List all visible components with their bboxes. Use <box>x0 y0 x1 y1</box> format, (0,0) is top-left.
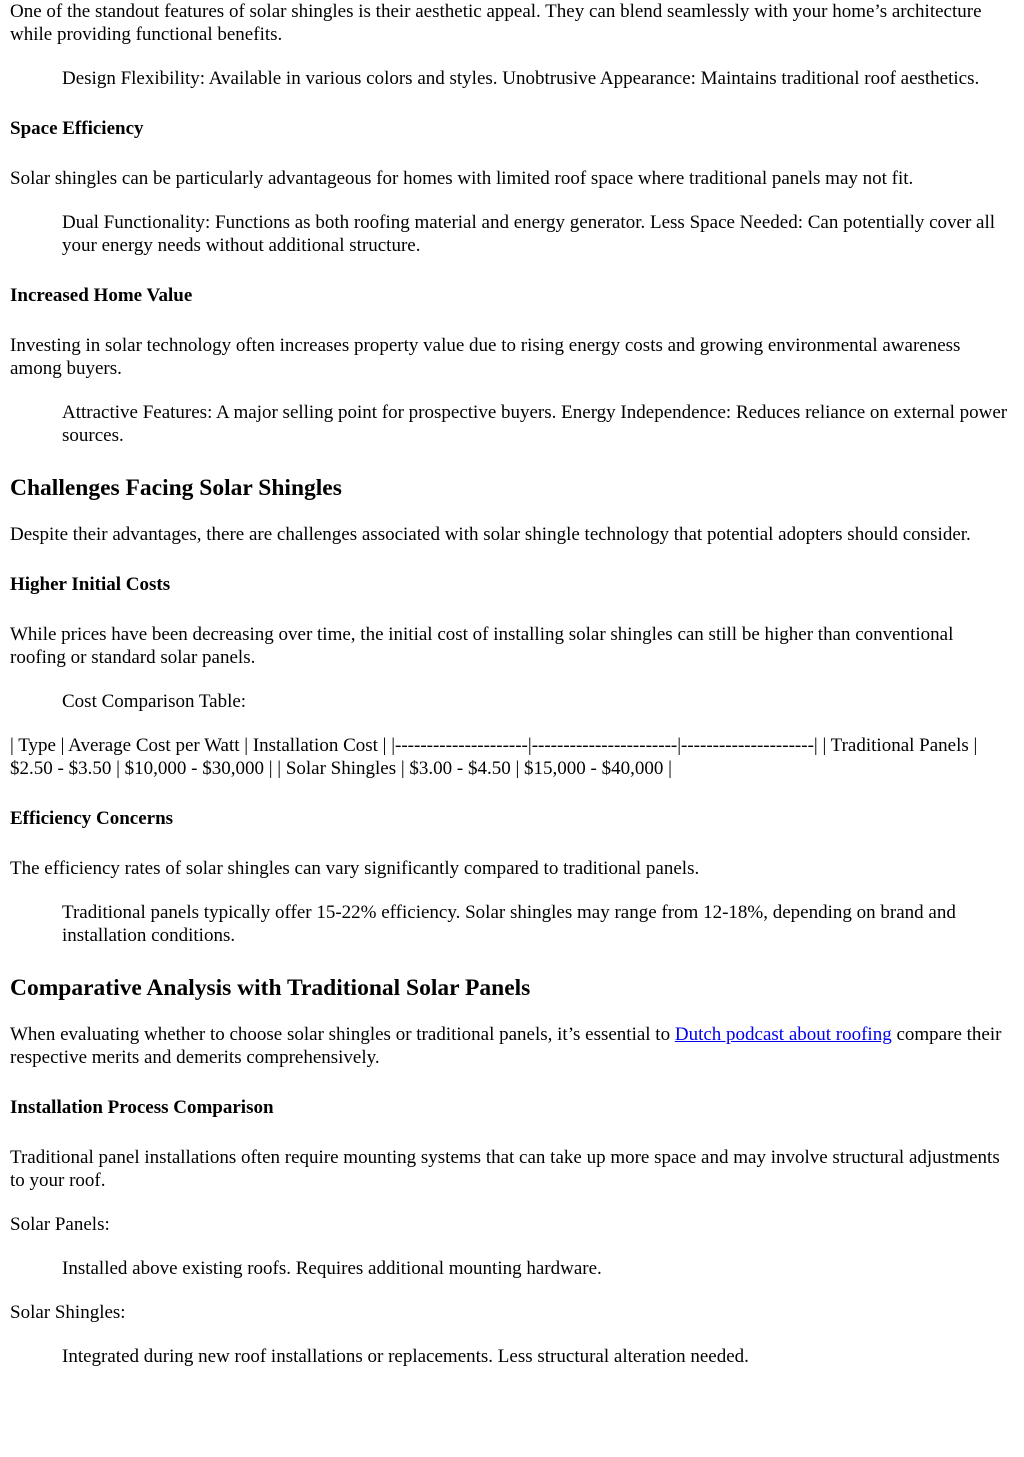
dutch-podcast-link[interactable]: Dutch podcast about roofing <box>674 1024 892 1045</box>
home-value-heading: Increased Home Value <box>10 285 193 306</box>
efficiency-paragraph: The efficiency rates of solar shingles can vary significantly compared to traditional panels. <box>10 858 700 879</box>
comparative-text-before: When evaluating whether to choose solar shingles or traditional panels, it’s essential to <box>10 1024 675 1045</box>
solar-shingles-quote: Integrated during new roof installations or replacements. Less structural alteration needed. <box>62 1346 749 1367</box>
efficiency-heading: Efficiency Concerns <box>10 808 174 829</box>
intro-paragraph: One of the standout features of solar shingles is their aesthetic appeal. They can blend seamlessly with your home’s architecture while providing functional benefits. <box>10 1 982 45</box>
space-efficiency-heading: Space Efficiency <box>10 118 144 139</box>
cost-table-label: Cost Comparison Table: <box>62 691 247 712</box>
initial-costs-paragraph: While prices have been decreasing over time, the initial cost of installing solar shingles can still be higher than conventional roofing or standard solar panels. <box>10 624 954 668</box>
solar-panels-quote: Installed above existing roofs. Requires additional mounting hardware. <box>62 1258 602 1279</box>
initial-costs-heading: Higher Initial Costs <box>10 574 171 595</box>
intro-section <box>10 0 1014 46</box>
challenges-paragraph: Despite their advantages, there are challenges associated with solar shingle technology that potential adopters should consider. <box>10 524 971 545</box>
cost-table-text: | Type | Average Cost per Watt | Installation Cost | |---------------------|-----------------------|---------------------| | Traditional Panels | $2.50 - $3.50 | $10,000 - $30,000 | | Solar Shingles | $3.00 - $4.50 | $15,000 - $40,000 | <box>10 735 978 779</box>
efficiency-quote: Traditional panels typically offer 15-22% efficiency. Solar shingles may range from 12-18%, depending on brand and installation conditions. <box>62 902 956 946</box>
comparative-text-after: compare their respective merits and demerits comprehensively. <box>10 1024 1002 1068</box>
solar-panels-label: Solar Panels: <box>10 1214 110 1235</box>
comparative-paragraph <box>10 1023 1014 1069</box>
intro-quote: Design Flexibility: Available in various colors and styles. Unobtrusive Appearance: Maintains traditional roof aesthetics. <box>62 68 980 89</box>
solar-shingles-label: Solar Shingles: <box>10 1302 126 1323</box>
home-value-quote: Attractive Features: A major selling point for prospective buyers. Energy Independence: Reduces reliance on external power sources. <box>62 402 1008 446</box>
space-efficiency-quote: Dual Functionality: Functions as both roofing material and energy generator. Less Space Needed: Can potentially cover all your energy needs without additional structure. <box>62 212 996 256</box>
installation-paragraph: Traditional panel installations often require mounting systems that can take up more space and may involve structural adjustments to your roof. <box>10 1147 1000 1191</box>
comparative-heading: Comparative Analysis with Traditional Solar Panels <box>10 975 531 1001</box>
space-efficiency-paragraph: Solar shingles can be particularly advantageous for homes with limited roof space where traditional panels may not fit. <box>10 168 914 189</box>
home-value-paragraph: Investing in solar technology often increases property value due to rising energy costs and growing environmental awareness among buyers. <box>10 335 961 379</box>
challenges-heading: Challenges Facing Solar Shingles <box>10 475 342 501</box>
installation-heading: Installation Process Comparison <box>10 1097 274 1118</box>
